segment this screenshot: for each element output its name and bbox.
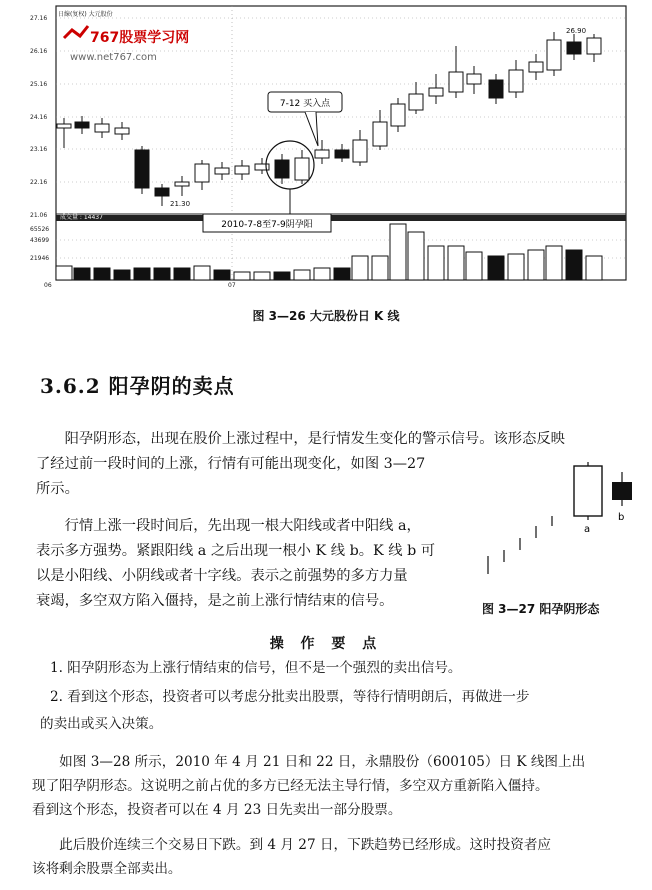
price-tick: 22.16 [30,179,48,186]
volume-bar [448,246,464,280]
site-logo [64,26,189,63]
grid-lines [56,6,626,280]
text-line: 看到这个形态，投资者可以在 4 月 23 日先卖出一部分股票。 [32,802,402,818]
candle-body [353,140,367,162]
volume-bar [254,272,270,280]
section-heading: 3.6.2 阳孕阴的卖点 [40,374,235,398]
pattern-diagram [476,456,646,606]
volume-bar [566,250,582,280]
text-line: 以是小阳线、小阴线或者十字线。表示之前强势的多方力量 [36,568,408,584]
volume-bar [154,268,170,280]
axis-label: 07 [228,282,236,289]
volume-bar [174,268,190,280]
volume-bar [586,256,602,280]
operation-point-1: 1. 阳孕阴形态为上涨行情结束的信号，但不是一个强烈的卖出信号。 [50,660,462,676]
candle-body [529,62,543,72]
price-tick: 23.16 [30,146,48,153]
kline-chart-figure [0,0,652,290]
candle-body [95,124,109,132]
text-line: 了经过前一段时间的上涨，行情有可能出现变化，如图 3—27 [36,456,426,472]
candle-b [612,482,632,500]
volume-bar [74,268,90,280]
text-line: 行情上涨一段时间后，先出现一根大阳线或者中阳线 a， [36,518,421,534]
volume-header: 成交量 : 14437 [60,214,103,221]
volume-bar [194,266,210,280]
price-tick: 24.16 [30,114,48,121]
candle-body [135,150,149,188]
candle-body [587,38,601,54]
volume-bar [134,268,150,280]
paragraph-description [36,514,476,614]
candle-body [115,128,129,134]
header-label: 日線(复权) 大元股份 [58,11,113,18]
example-paragraph-1 [32,750,648,822]
text-line: 表示多方强势。紧跟阳线 a 之后出现一根小 K 线 b。K 线 b 可 [36,543,436,559]
candle-body [391,104,405,126]
price-tick: 27.16 [30,15,48,22]
volume-bar [234,272,250,280]
volume-bar [372,256,388,280]
chart-frame [56,6,626,280]
volume-bar [488,256,504,280]
candle-body [467,74,481,84]
volume-bar [274,272,290,280]
volume-bar [546,246,562,280]
candle-body [547,40,561,70]
volume-tick: 43699 [30,237,50,244]
candle-body [567,42,581,54]
candle-body [295,158,309,180]
logo-url: www.net767.com [70,52,157,63]
volume-tick: 65526 [30,226,50,233]
example-paragraph-2 [32,833,648,881]
candle-body [335,150,349,158]
candle-body [429,88,443,96]
text-line: 阳孕阴形态，出现在股价上涨过程中，是行情发生变化的警示信号。该形态反映 [36,431,565,447]
text-line: 所示。 [36,481,79,497]
candle-a-label: a [584,524,591,535]
candle-body [195,164,209,182]
candle-body [75,122,89,128]
operation-points-title: 操 作 要 点 [269,636,383,652]
volume-bar [56,266,72,280]
logo-text: 767股票学习网 [90,30,190,46]
volume-bar [466,252,482,280]
volume-bar [294,270,310,280]
low-label: 21.30 [170,200,191,208]
text-line: 现了阳孕阴形态。这说明之前占优的多方已经无法主导行情，多空双方重新陷入僵持。 [32,778,549,794]
price-tick: 21.06 [30,212,48,219]
operation-point-2: 2. 看到这个形态，投资者可以考虑分批卖出股票，等待行情明朗后，再做进一步 [50,689,530,705]
volume-bar [508,254,524,280]
volume-bar [94,268,110,280]
volume-header-bar [56,215,626,221]
volume-bar [334,268,350,280]
candle-body [373,122,387,146]
candle-body [215,168,229,174]
buy-annotation: 7-12 买入点 [279,99,331,109]
candle-body [275,160,289,178]
price-tick: 26.16 [30,48,48,55]
volume-bar [408,232,424,280]
volume-bar [314,268,330,280]
figure-327-caption: 图 3—27 阳孕阴形态 [482,602,600,616]
candle-body [509,70,523,92]
price-tick: 25.16 [30,81,48,88]
figure-326-caption: 图 3—26 大元股份日 K 线 [252,309,400,323]
operation-point-2-cont: 的卖出或买入决策。 [40,716,163,732]
candle-body [489,80,503,98]
volume-bar [528,250,544,280]
text-line: 衰竭，多空双方陷入僵持，是之前上涨行情结束的信号。 [36,593,394,609]
candle-body [155,188,169,196]
volume-bar [214,270,230,280]
candle-body [449,72,463,92]
axis-label: 06 [44,282,52,289]
candle-body [409,94,423,110]
volume-tick: 21946 [30,255,50,262]
volume-bar [428,246,444,280]
text-line: 该将剩余股票全部卖出。 [32,861,182,877]
volume-bar [114,270,130,280]
buy-pointer [305,112,318,146]
text-line: 此后股价连续三个交易日下跌。到 4 月 27 日，下跌趋势已经形成。这时投资者应 [32,837,552,853]
pattern-annotation: 2010-7-8至7-9阴孕阳 [221,220,313,230]
candle-body [315,150,329,158]
candle-body [175,182,189,186]
volume-bar [352,256,368,280]
volume-bar [390,224,406,280]
candle-body [235,166,249,174]
candle-body [57,124,71,128]
candle-b-label: b [618,512,625,523]
high-label: 26.90 [566,27,587,35]
candle-a [574,466,602,516]
text-line: 如图 3—28 所示，2010 年 4 月 21 日和 22 日，永鼎股份（600105）日 K 线图上出 [32,754,586,770]
